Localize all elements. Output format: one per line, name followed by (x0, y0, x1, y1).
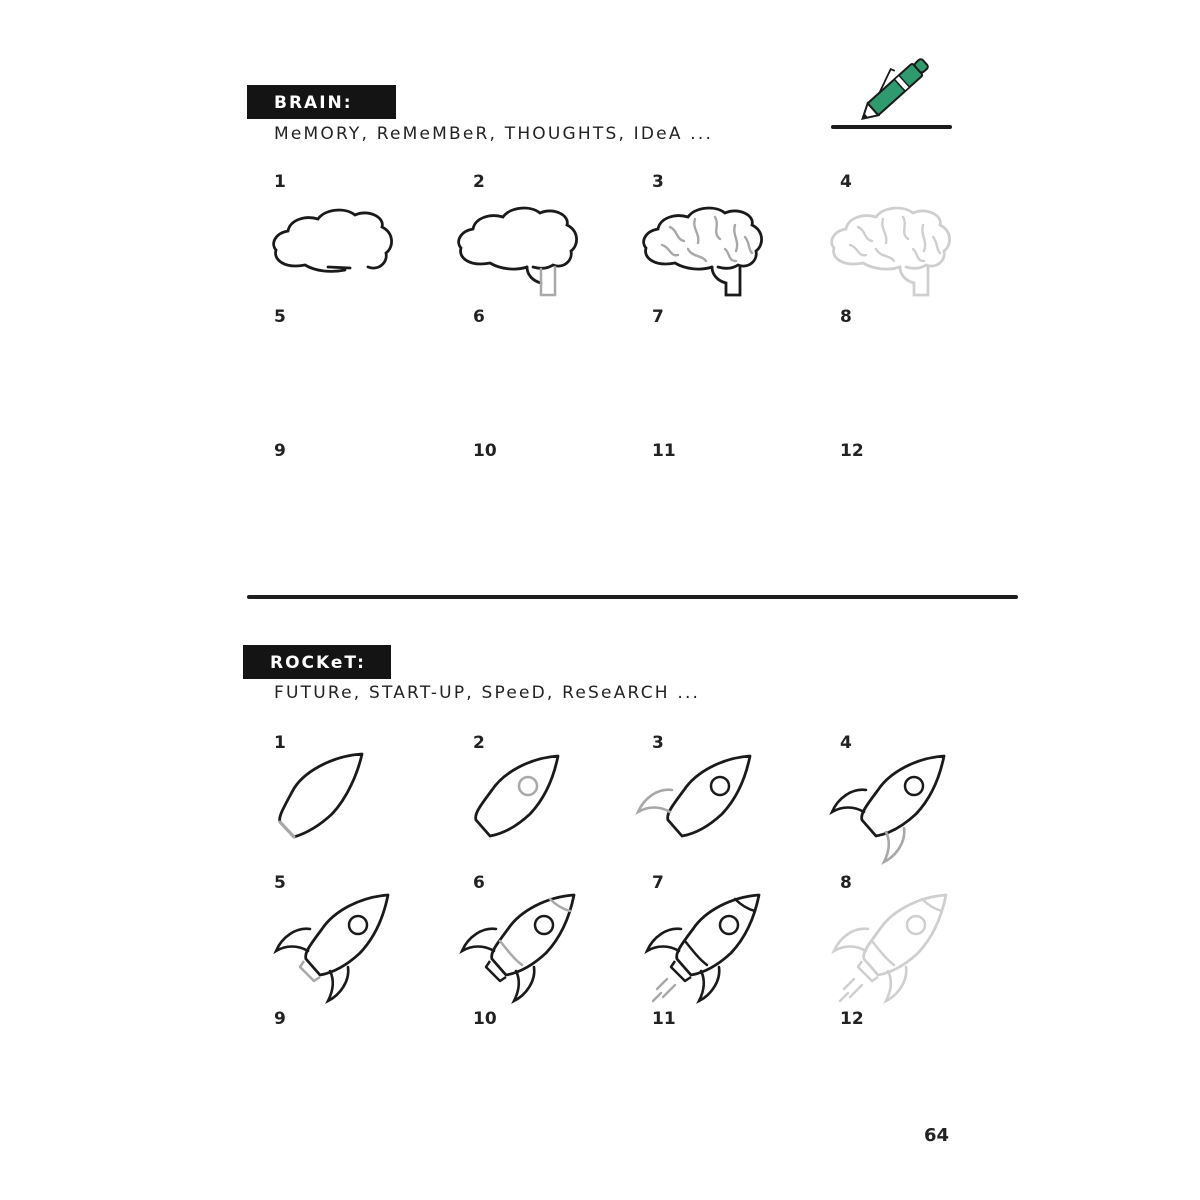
brain-step-number: 9 (274, 441, 286, 461)
brain-step-number: 4 (840, 172, 852, 192)
brain-step-1-drawing (270, 205, 400, 285)
rocket-step-number: 7 (652, 873, 664, 893)
brain-step-number: 10 (473, 441, 497, 461)
rocket-step-1-drawing (272, 752, 367, 842)
rocket-step-number: 4 (840, 733, 852, 753)
rocket-step-number: 3 (652, 733, 664, 753)
brain-subtitle: MeMORY, ReMeMBeR, THOUGHTS, IDeA ... (274, 124, 714, 144)
rocket-step-number: 6 (473, 873, 485, 893)
pencil-icon (830, 52, 955, 134)
brain-step-2-drawing (455, 205, 585, 300)
rocket-subtitle: FUTURe, START-UP, SPeeD, ReSeARCH ... (274, 683, 701, 703)
brain-step-number: 6 (473, 307, 485, 327)
rocket-step-number: 1 (274, 733, 286, 753)
brain-step-number: 11 (652, 441, 676, 461)
rocket-step-5-drawing (272, 893, 397, 1008)
rocket-step-number: 2 (473, 733, 485, 753)
section-divider (247, 595, 1018, 599)
brain-step-3-drawing (640, 205, 770, 300)
brain-step-number: 12 (840, 441, 864, 461)
brain-step-number: 7 (652, 307, 664, 327)
rocket-step-7-drawing (643, 893, 768, 1008)
rocket-step-number: 9 (274, 1009, 286, 1029)
page-number: 64 (924, 1125, 950, 1146)
rocket-step-8-drawing (830, 893, 955, 1008)
rocket-step-number: 8 (840, 873, 852, 893)
brain-title: BRAIN: (247, 85, 396, 119)
rocket-step-number: 11 (652, 1009, 676, 1029)
rocket-step-3-drawing (632, 752, 757, 842)
rocket-step-number: 10 (473, 1009, 497, 1029)
brain-step-number: 8 (840, 307, 852, 327)
rocket-step-number: 12 (840, 1009, 864, 1029)
rocket-title: ROCKeT: (243, 645, 391, 679)
brain-step-number: 1 (274, 172, 286, 192)
brain-step-number: 5 (274, 307, 286, 327)
rocket-step-2-drawing (470, 752, 565, 842)
rocket-step-4-drawing (828, 752, 953, 867)
rocket-step-number: 5 (274, 873, 286, 893)
rocket-step-6-drawing (458, 893, 583, 1008)
brain-step-4-drawing (828, 205, 958, 300)
brain-step-number: 2 (473, 172, 485, 192)
brain-step-number: 3 (652, 172, 664, 192)
